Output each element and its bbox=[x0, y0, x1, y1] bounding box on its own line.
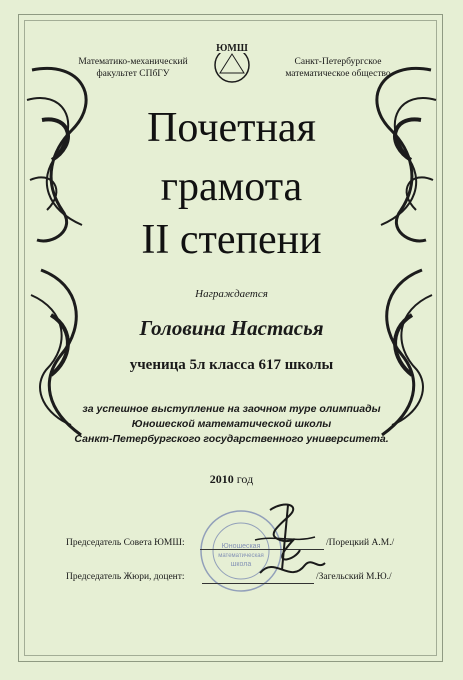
year-suffix: год bbox=[236, 472, 254, 486]
signature2-name: /Загельский М.Ю./ bbox=[316, 572, 392, 582]
title-line2: грамота bbox=[160, 164, 303, 210]
recipient-name: Головина Настасья bbox=[139, 316, 324, 340]
reason-line3: Санкт-Петербургского государственного университета. bbox=[74, 433, 389, 445]
society-name bbox=[263, 56, 413, 80]
school-logo-icon bbox=[208, 40, 256, 84]
faculty-name bbox=[58, 56, 208, 80]
svg-text:математическая: математическая bbox=[218, 553, 264, 559]
logo-text: ЮМШ bbox=[216, 43, 248, 54]
society-line2: математическое общество bbox=[285, 69, 391, 79]
handwritten-signature bbox=[240, 495, 330, 595]
faculty-line1: Математико-механический bbox=[78, 57, 188, 67]
faculty-line2: факультет СПбГУ bbox=[96, 69, 170, 79]
svg-text:Юношеская: Юношеская bbox=[221, 543, 261, 550]
svg-text:школа: школа bbox=[230, 561, 252, 568]
title-line3: II степени bbox=[141, 217, 322, 263]
year-number: 2010 bbox=[209, 472, 234, 486]
signature1-name: /Порецкий А.М./ bbox=[326, 538, 395, 548]
title-line1: Почетная bbox=[147, 105, 316, 151]
signature2-role: Председатель Жюри, доцент: bbox=[66, 572, 185, 582]
recipient-class: ученица 5л класса 617 школы bbox=[129, 357, 334, 373]
society-line1: Санкт-Петербургское bbox=[294, 57, 382, 67]
signature1-role: Председатель Совета ЮМШ: bbox=[66, 538, 185, 548]
reason-line1: за успешное выступление на заочном туре олимпиады bbox=[82, 403, 381, 415]
award-year bbox=[0, 472, 463, 487]
reason-line2: Юношеской математической школы bbox=[131, 418, 332, 430]
awarded-label: Награждается bbox=[195, 288, 268, 300]
